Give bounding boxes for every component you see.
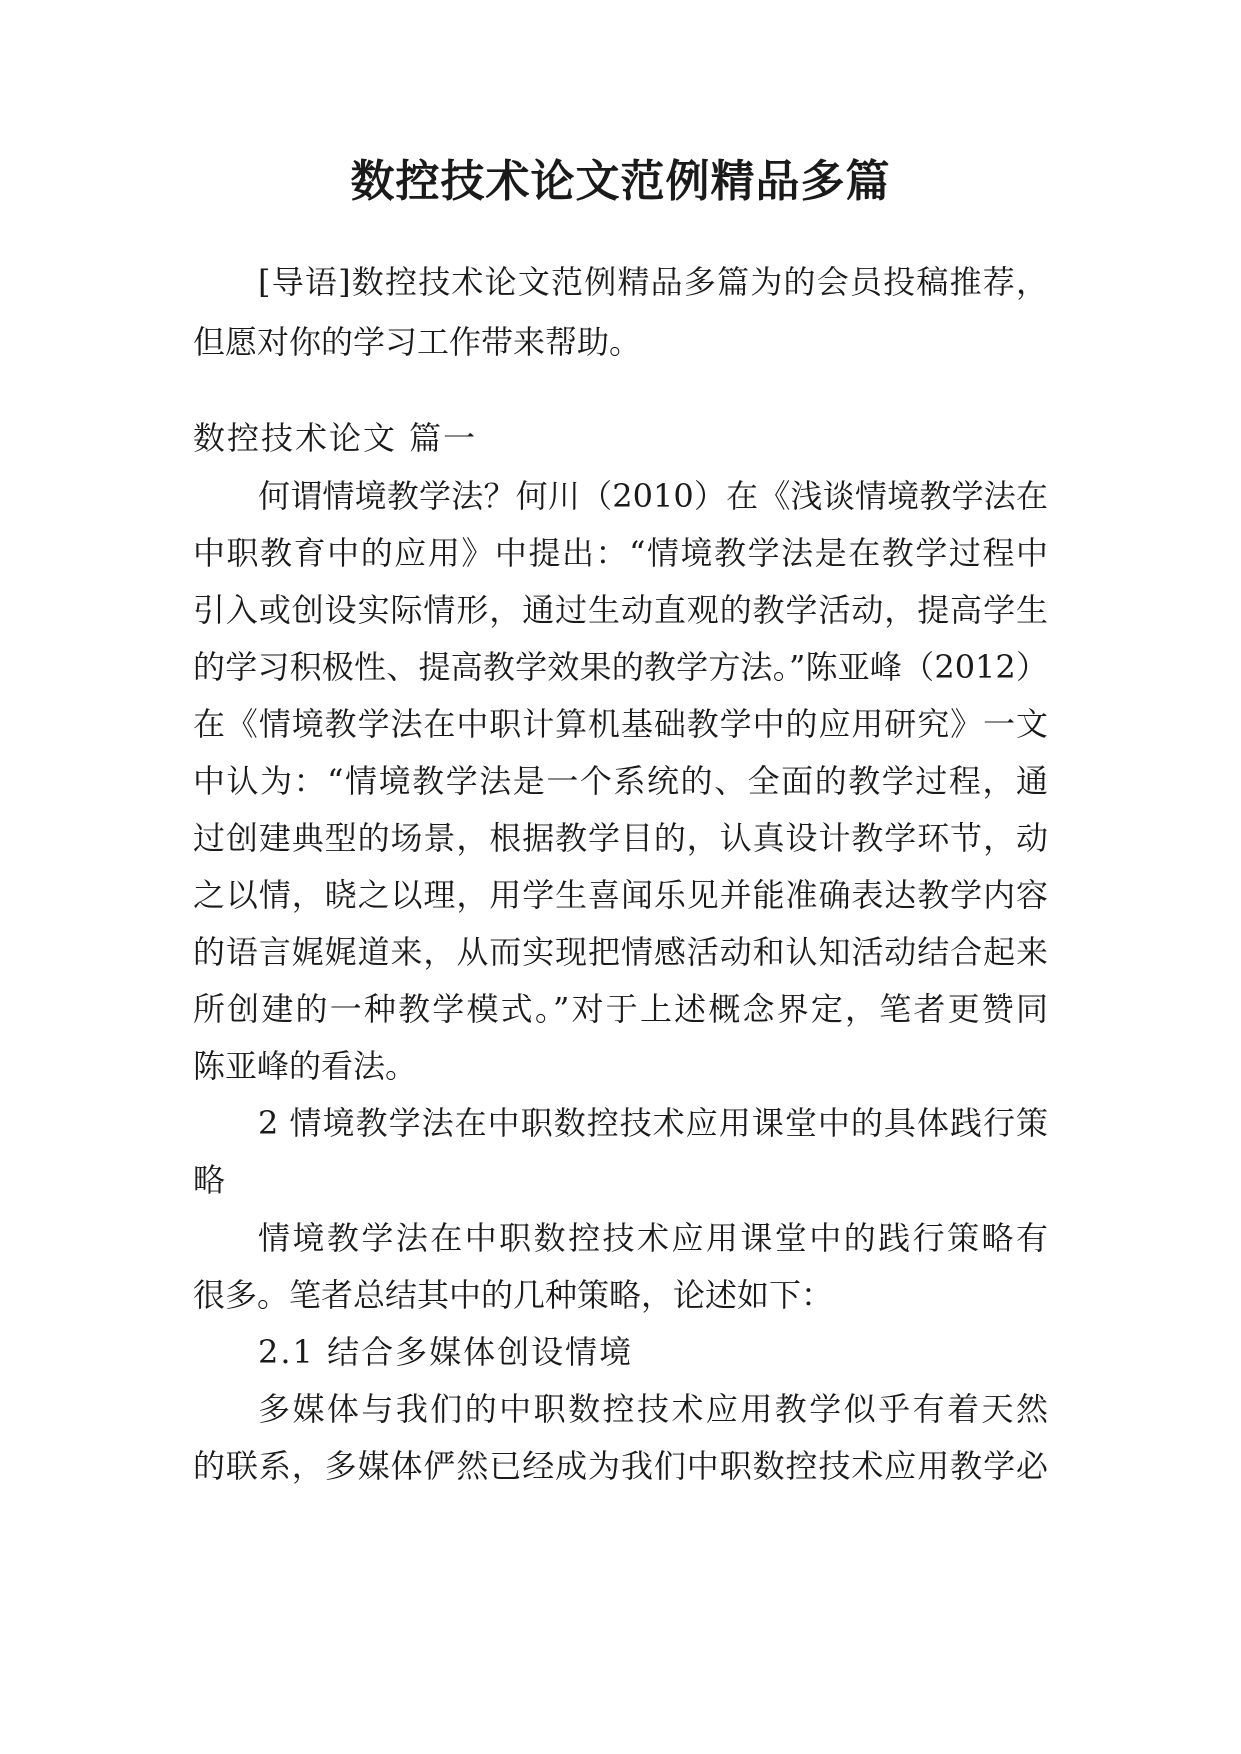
- paragraph-line: 中认为：“情境教学法是一个系统的、全面的教学过程，通: [193, 762, 1048, 800]
- paragraph-line: 在《情境教学法在中职计算机基础教学中的应用研究》一文: [193, 705, 1048, 743]
- paragraph-line: 何谓情境教学法？何川（2010）在《浅谈情境教学法在: [258, 477, 1048, 515]
- intro-line-1: [导语]数控技术论文范例精品多篇为的会员投稿推荐，: [258, 263, 1048, 301]
- paragraph-line: 的联系，多媒体俨然已经成为我们中职数控技术应用教学必: [193, 1447, 1048, 1485]
- intro-line-2: 但愿对你的学习工作带来帮助。: [193, 323, 642, 361]
- paragraph-line: 的语言娓娓道来，从而实现把情感活动和认知活动结合起来: [193, 933, 1048, 971]
- paragraph-line: 的学习积极性、提高教学效果的教学方法。”陈亚峰（2012）: [193, 648, 1048, 686]
- paragraph-line: 很多。笔者总结其中的几种策略，论述如下：: [193, 1276, 834, 1314]
- subsection-heading: 2.1 结合多媒体创设情境: [258, 1333, 634, 1371]
- paragraph-line: 中职教育中的应用》中提出：“情境教学法是在教学过程中: [193, 534, 1048, 572]
- paragraph-line: 陈亚峰的看法。: [193, 1047, 418, 1085]
- subheading-line: 2 情境教学法在中职数控技术应用课堂中的具体践行策: [258, 1104, 1048, 1142]
- paragraph-line: 情境教学法在中职数控技术应用课堂中的践行策略有: [258, 1219, 1048, 1257]
- paragraph-line: 过创建典型的场景，根据教学目的，认真设计教学环节，动: [193, 819, 1048, 857]
- section-heading: 数控技术论文 篇一: [193, 419, 478, 457]
- paragraph-line: 引入或创设实际情形，通过生动直观的教学活动，提高学生: [193, 591, 1048, 629]
- paragraph-line: 所创建的一种教学模式。”对于上述概念界定，笔者更赞同: [193, 990, 1048, 1028]
- document-title: 数控技术论文范例精品多篇: [350, 156, 891, 207]
- paragraph-line: 之以情，晓之以理，用学生喜闻乐见并能准确表达教学内容: [193, 876, 1048, 914]
- subheading-line: 略: [193, 1161, 226, 1199]
- paragraph-line: 多媒体与我们的中职数控技术应用教学似乎有着天然: [258, 1390, 1048, 1428]
